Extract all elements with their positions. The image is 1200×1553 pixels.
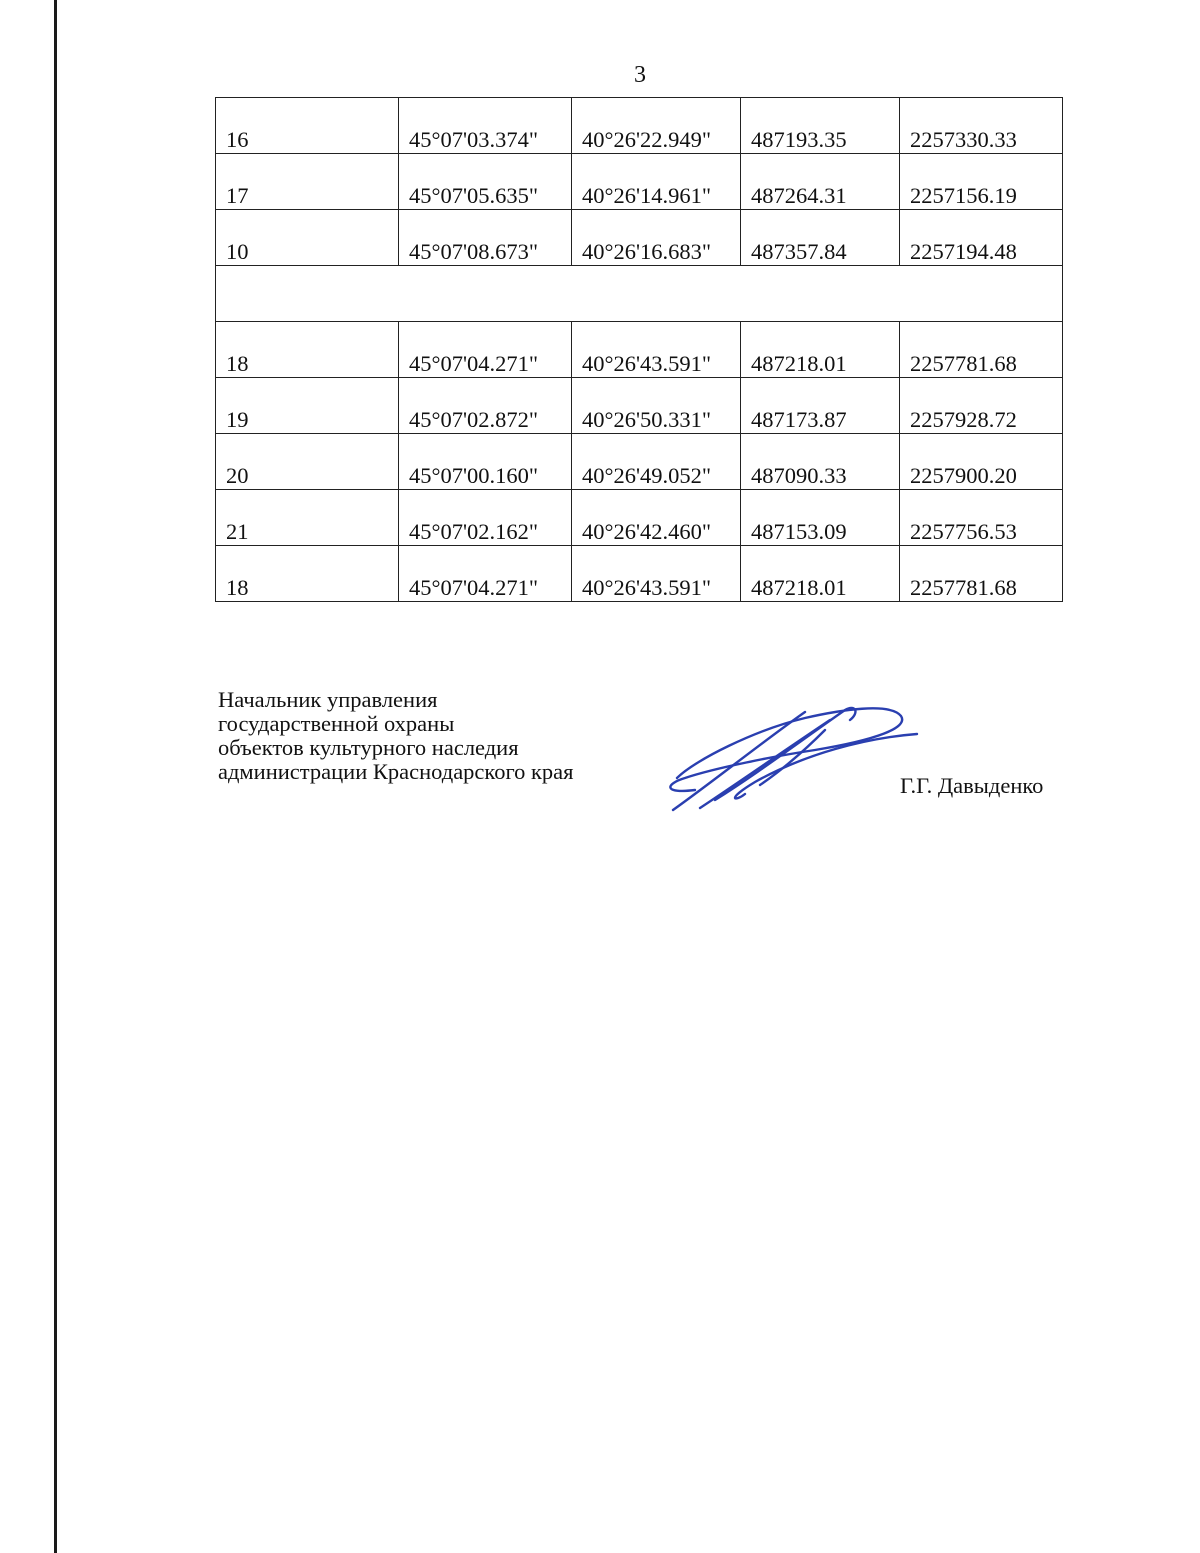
cell-latitude: 45°07'08.673" <box>399 210 572 266</box>
cell-y: 2257781.68 <box>900 322 1063 378</box>
cell-latitude: 45°07'00.160" <box>399 434 572 490</box>
cell-y: 2257156.19 <box>900 154 1063 210</box>
coordinates-table <box>215 97 1063 602</box>
cell-x: 487090.33 <box>741 434 900 490</box>
cell-x: 487264.31 <box>741 154 900 210</box>
cell-point-number: 20 <box>216 434 399 490</box>
cell-point-number: 17 <box>216 154 399 210</box>
position-line: объектов культурного наследия <box>218 735 519 760</box>
cell-x: 487173.87 <box>741 378 900 434</box>
cell-latitude: 45°07'05.635" <box>399 154 572 210</box>
table-row <box>216 490 1063 546</box>
cell-longitude: 40°26'43.591" <box>572 546 741 602</box>
cell-y: 2257781.68 <box>900 546 1063 602</box>
cell-point-number: 16 <box>216 98 399 154</box>
cell-longitude: 40°26'16.683" <box>572 210 741 266</box>
cell-x: 487218.01 <box>741 322 900 378</box>
table-row <box>216 546 1063 602</box>
cell-latitude: 45°07'04.271" <box>399 546 572 602</box>
cell-longitude: 40°26'49.052" <box>572 434 741 490</box>
cell-longitude: 40°26'42.460" <box>572 490 741 546</box>
table-row <box>216 434 1063 490</box>
cell-latitude: 45°07'02.162" <box>399 490 572 546</box>
cell-y: 2257330.33 <box>900 98 1063 154</box>
signatory-position <box>218 688 574 784</box>
cell-longitude: 40°26'50.331" <box>572 378 741 434</box>
cell-point-number: 21 <box>216 490 399 546</box>
position-line: Начальник управления <box>218 687 438 712</box>
handwritten-signature <box>655 690 925 820</box>
cell-y: 2257194.48 <box>900 210 1063 266</box>
cell-point-number: 19 <box>216 378 399 434</box>
cell-latitude: 45°07'02.872" <box>399 378 572 434</box>
cell-x: 487193.35 <box>741 98 900 154</box>
table-row <box>216 210 1063 266</box>
cell-point-number: 10 <box>216 210 399 266</box>
scan-edge-line <box>54 0 57 1553</box>
cell-y: 2257900.20 <box>900 434 1063 490</box>
table-row <box>216 322 1063 378</box>
cell-latitude: 45°07'03.374" <box>399 98 572 154</box>
cell-latitude: 45°07'04.271" <box>399 322 572 378</box>
cell-longitude: 40°26'22.949" <box>572 98 741 154</box>
position-line: государственной охраны <box>218 711 455 736</box>
cell-x: 487357.84 <box>741 210 900 266</box>
cell-longitude: 40°26'43.591" <box>572 322 741 378</box>
page-number: 3 <box>634 62 646 88</box>
cell-y: 2257928.72 <box>900 378 1063 434</box>
table-row <box>216 378 1063 434</box>
table-row <box>216 154 1063 210</box>
cell-point-number: 18 <box>216 322 399 378</box>
cell-x: 487153.09 <box>741 490 900 546</box>
cell-point-number: 18 <box>216 546 399 602</box>
table-row <box>216 98 1063 154</box>
signature-strokes <box>670 708 917 810</box>
position-line: администрации Краснодарского края <box>218 759 574 784</box>
cell-x: 487218.01 <box>741 546 900 602</box>
table-separator-row <box>216 266 1063 322</box>
separator-cell <box>216 266 1063 322</box>
cell-longitude: 40°26'14.961" <box>572 154 741 210</box>
cell-y: 2257756.53 <box>900 490 1063 546</box>
signer-name: Г.Г. Давыденко <box>900 773 1044 798</box>
